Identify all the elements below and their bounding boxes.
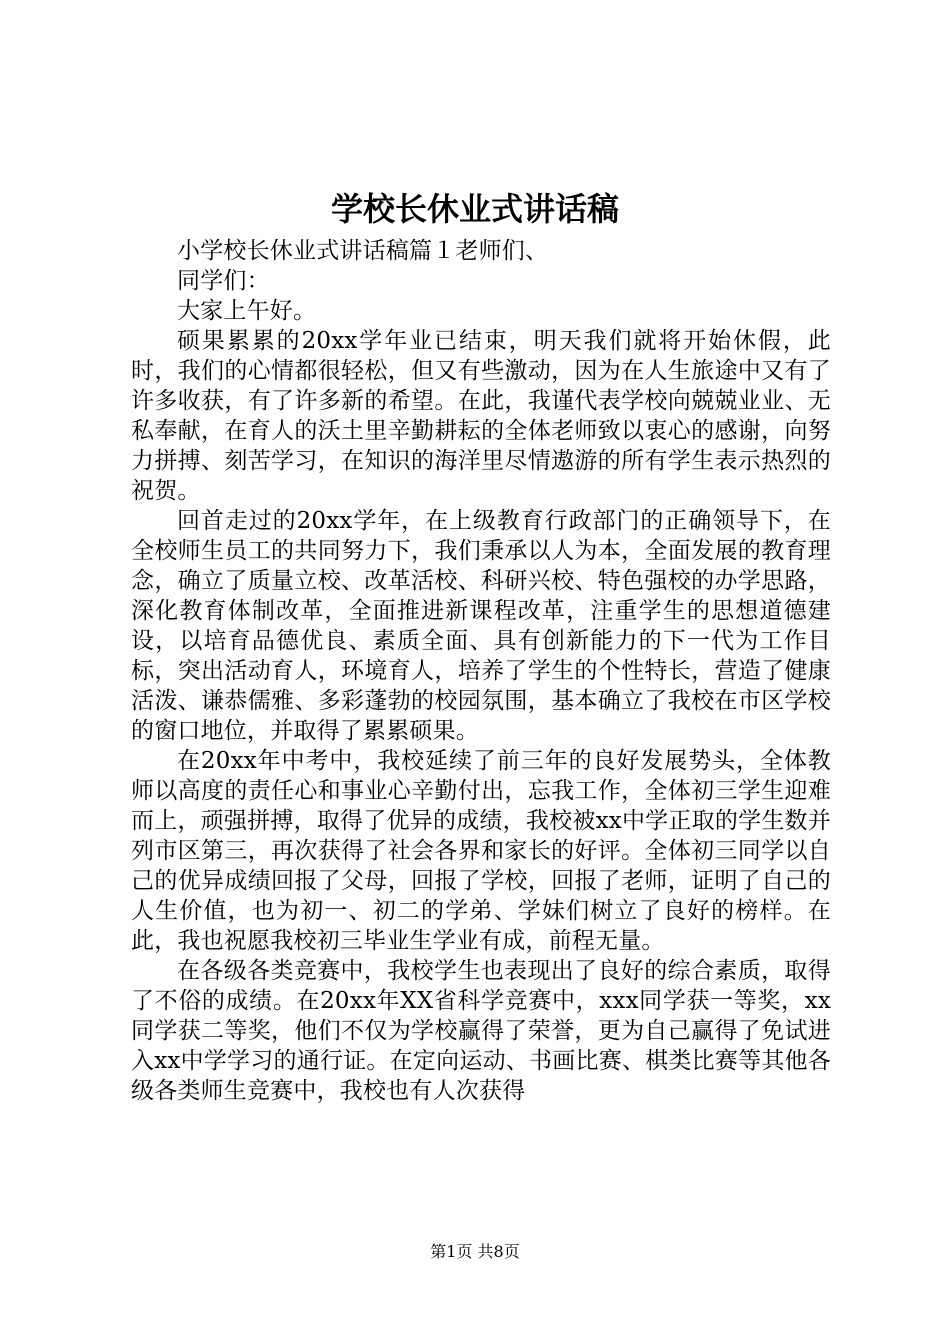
paragraph: 在各级各类竞赛中，我校学生也表现出了良好的综合素质，取得了不俗的成绩。在20xx年XX省科学竞赛中，xxx同学获一等奖，xx同学获二等奖，他们不仅为学校赢得了荣誉，更为自己赢得了免试进入xx中学学习的通行证。在定向运动、书画比赛、棋类比赛等其他各级各类师生竞赛中，我校也有人次获得 <box>131 958 831 1104</box>
paragraph: 同学们： <box>177 268 270 294</box>
paragraph: 在20xx年中考中，我校延续了前三年的良好发展势头，全体教师以高度的责任心和事业心辛勤付出，忘我工作，全体初三学生迎难而上，顽强拼搏，取得了优异的成绩，我校被xx中学正取的学生数并列市区第三，再次获得了社会各界和家长的好评。全体初三同学以自己的优异成绩回报了父母，回报了学校，回报了老师，证明了自己的人生价值，也为初一、初二的学弟、学妹们树立了良好的榜样。在此，我也祝愿我校初三毕业生学业有成，前程无量。 <box>131 748 831 954</box>
page-number-footer: 第1页 共8页 <box>430 1242 520 1261</box>
document-body <box>131 236 831 1106</box>
document-title: 学校长休业式讲话稿 <box>330 190 619 228</box>
paragraph: 小学校长休业式讲话稿篇１老师们、 <box>177 238 549 264</box>
paragraph: 大家上午好。 <box>177 298 317 324</box>
paragraph: 硕果累累的20xx学年业已结束，明天我们就将开始休假，此时，我们的心情都很轻松，但又有些激动，因为在人生旅途中又有了许多收获，有了许多新的希望。在此，我谨代表学校向兢兢业业、无私奉献，在育人的沃土里辛勤耕耘的全体老师致以衷心的感谢，向努力拼搏、刻苦学习，在知识的海洋里尽情遨游的所有学生表示热烈的祝贺。 <box>131 328 831 504</box>
paragraph: 回首走过的20xx学年，在上级教育行政部门的正确领导下，在全校师生员工的共同努力下，我们秉承以人为本，全面发展的教育理念，确立了质量立校、改革活校、科研兴校、特色强校的办学思路，深化教育体制改革，全面推进新课程改革，注重学生的思想道德建设，以培育品德优良、素质全面、具有创新能力的下一代为工作目标，突出活动育人，环境育人，培养了学生的个性特长，营造了健康活泼、谦恭儒雅、多彩蓬勃的校园氛围，基本确立了我校在市区学校的窗口地位，并取得了累累硕果。 <box>131 508 831 744</box>
